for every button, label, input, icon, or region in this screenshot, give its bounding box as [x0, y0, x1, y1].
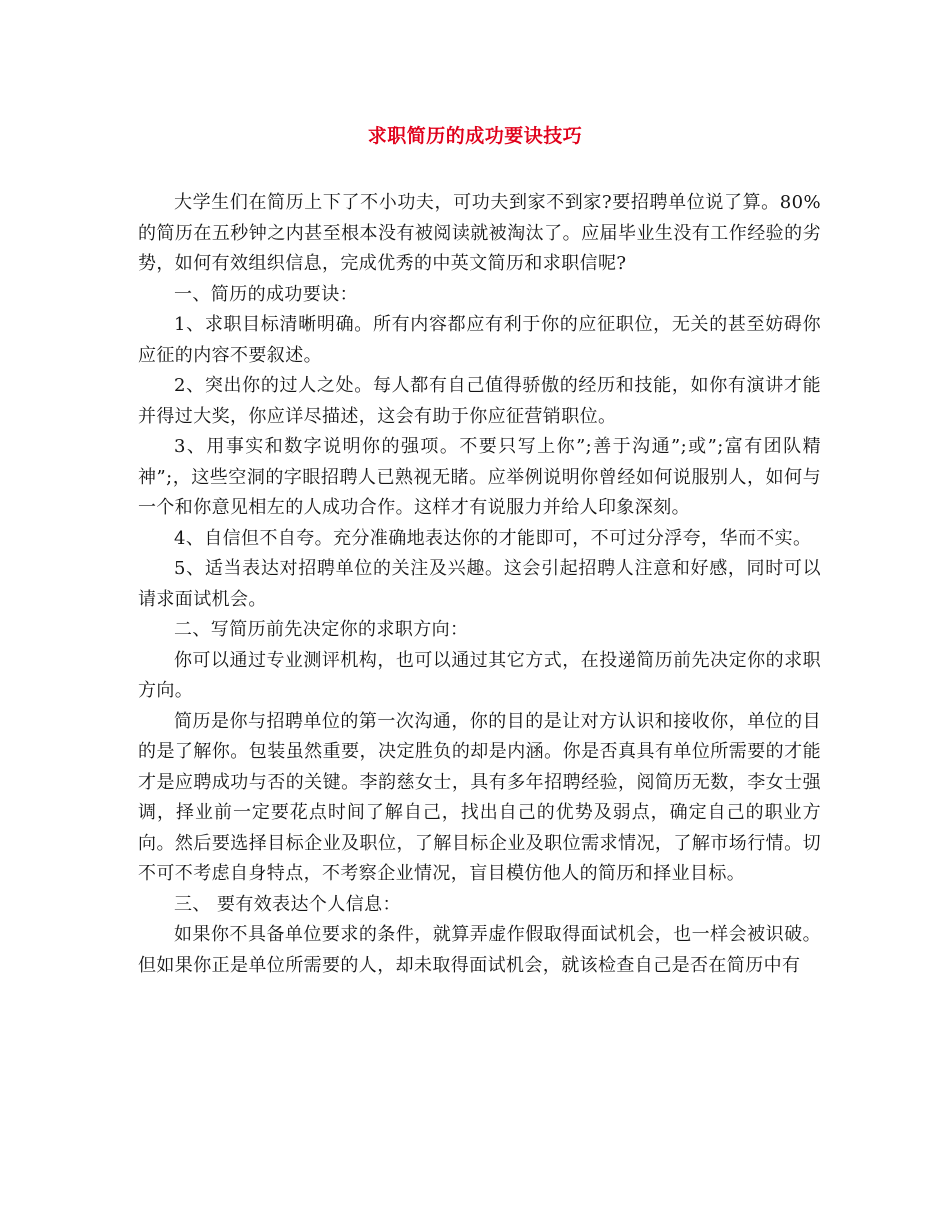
document-body [138, 188, 821, 981]
paragraph-direction: 你可以通过专业测评机构，也可以通过其它方式，在投递简历前先决定你的求职方向。 [138, 649, 821, 701]
list-item-2: 2、突出你的过人之处。每人都有自己值得骄傲的经历和技能，如你有演讲才能并得过大奖，你应详尽描述，这会有助于你应征营销职位。 [138, 375, 821, 427]
document-title: 求职简历的成功要诀技巧 [367, 125, 583, 147]
section-heading-2: 二、写简历前先决定你的求职方向： [174, 619, 469, 640]
list-item-3: 3、用事实和数字说明你的强项。不要只写上你”;善于沟通”;或”;富有团队精神”;，这些空洞的字眼招聘人已熟视无睹。应举例说明你曾经如何说服别人，如何与一个和你意见相左的人成功合作。这样才有说服力并给人印象深刻。 [138, 436, 821, 518]
list-item-4: 4、自信但不自夸。充分准确地表达你的才能即可，不可过分浮夸，华而不实。 [174, 527, 812, 549]
section-heading-3: 三、 要有效表达个人信息： [174, 893, 401, 915]
list-item-1: 1、求职目标清晰明确。所有内容都应有利于你的应征职位，无关的甚至妨碍你应征的内容不要叙述。 [138, 314, 821, 366]
list-item-5: 5、适当表达对招聘单位的关注及兴趣。这会引起招聘人注意和好感，同时可以请求面试机会。 [138, 558, 821, 610]
paragraph-resume-communication: 简历是你与招聘单位的第一次沟通，你的目的是让对方认识和接收你，单位的目的是了解你。包装虽然重要，决定胜负的却是内涵。你是否真具有单位所需要的才能才是应聘成功与否的关键。李韵慈女士，具有多年招聘经验，阅简历无数，李女士强调，择业前一定要花点时间了解自己，找出自己的优势及弱点，确定自己的职业方向。然后要选择目标企业及职位，了解目标企业及职位需求情况，了解市场行情。切不可不考虑自身特点，不考察企业情况，盲目模仿他人的简历和择业目标。 [138, 710, 821, 884]
paragraph-conditions: 如果你不具备单位要求的条件，就算弄虚作假取得面试机会，也一样会被识破。但如果你正是单位所需要的人，却未取得面试机会，就该检查自己是否在简历中有 [138, 924, 821, 976]
section-heading-1: 一、简历的成功要诀： [174, 283, 358, 305]
paragraph-intro: 大学生们在简历上下了不小功夫，可功夫到家不到家?要招聘单位说了算。80%的简历在五秒钟之内甚至根本没有被阅读就被淘汰了。应届毕业生没有工作经验的劣势，如何有效组织信息，完成优秀的中英文简历和求职信呢? [138, 192, 821, 274]
